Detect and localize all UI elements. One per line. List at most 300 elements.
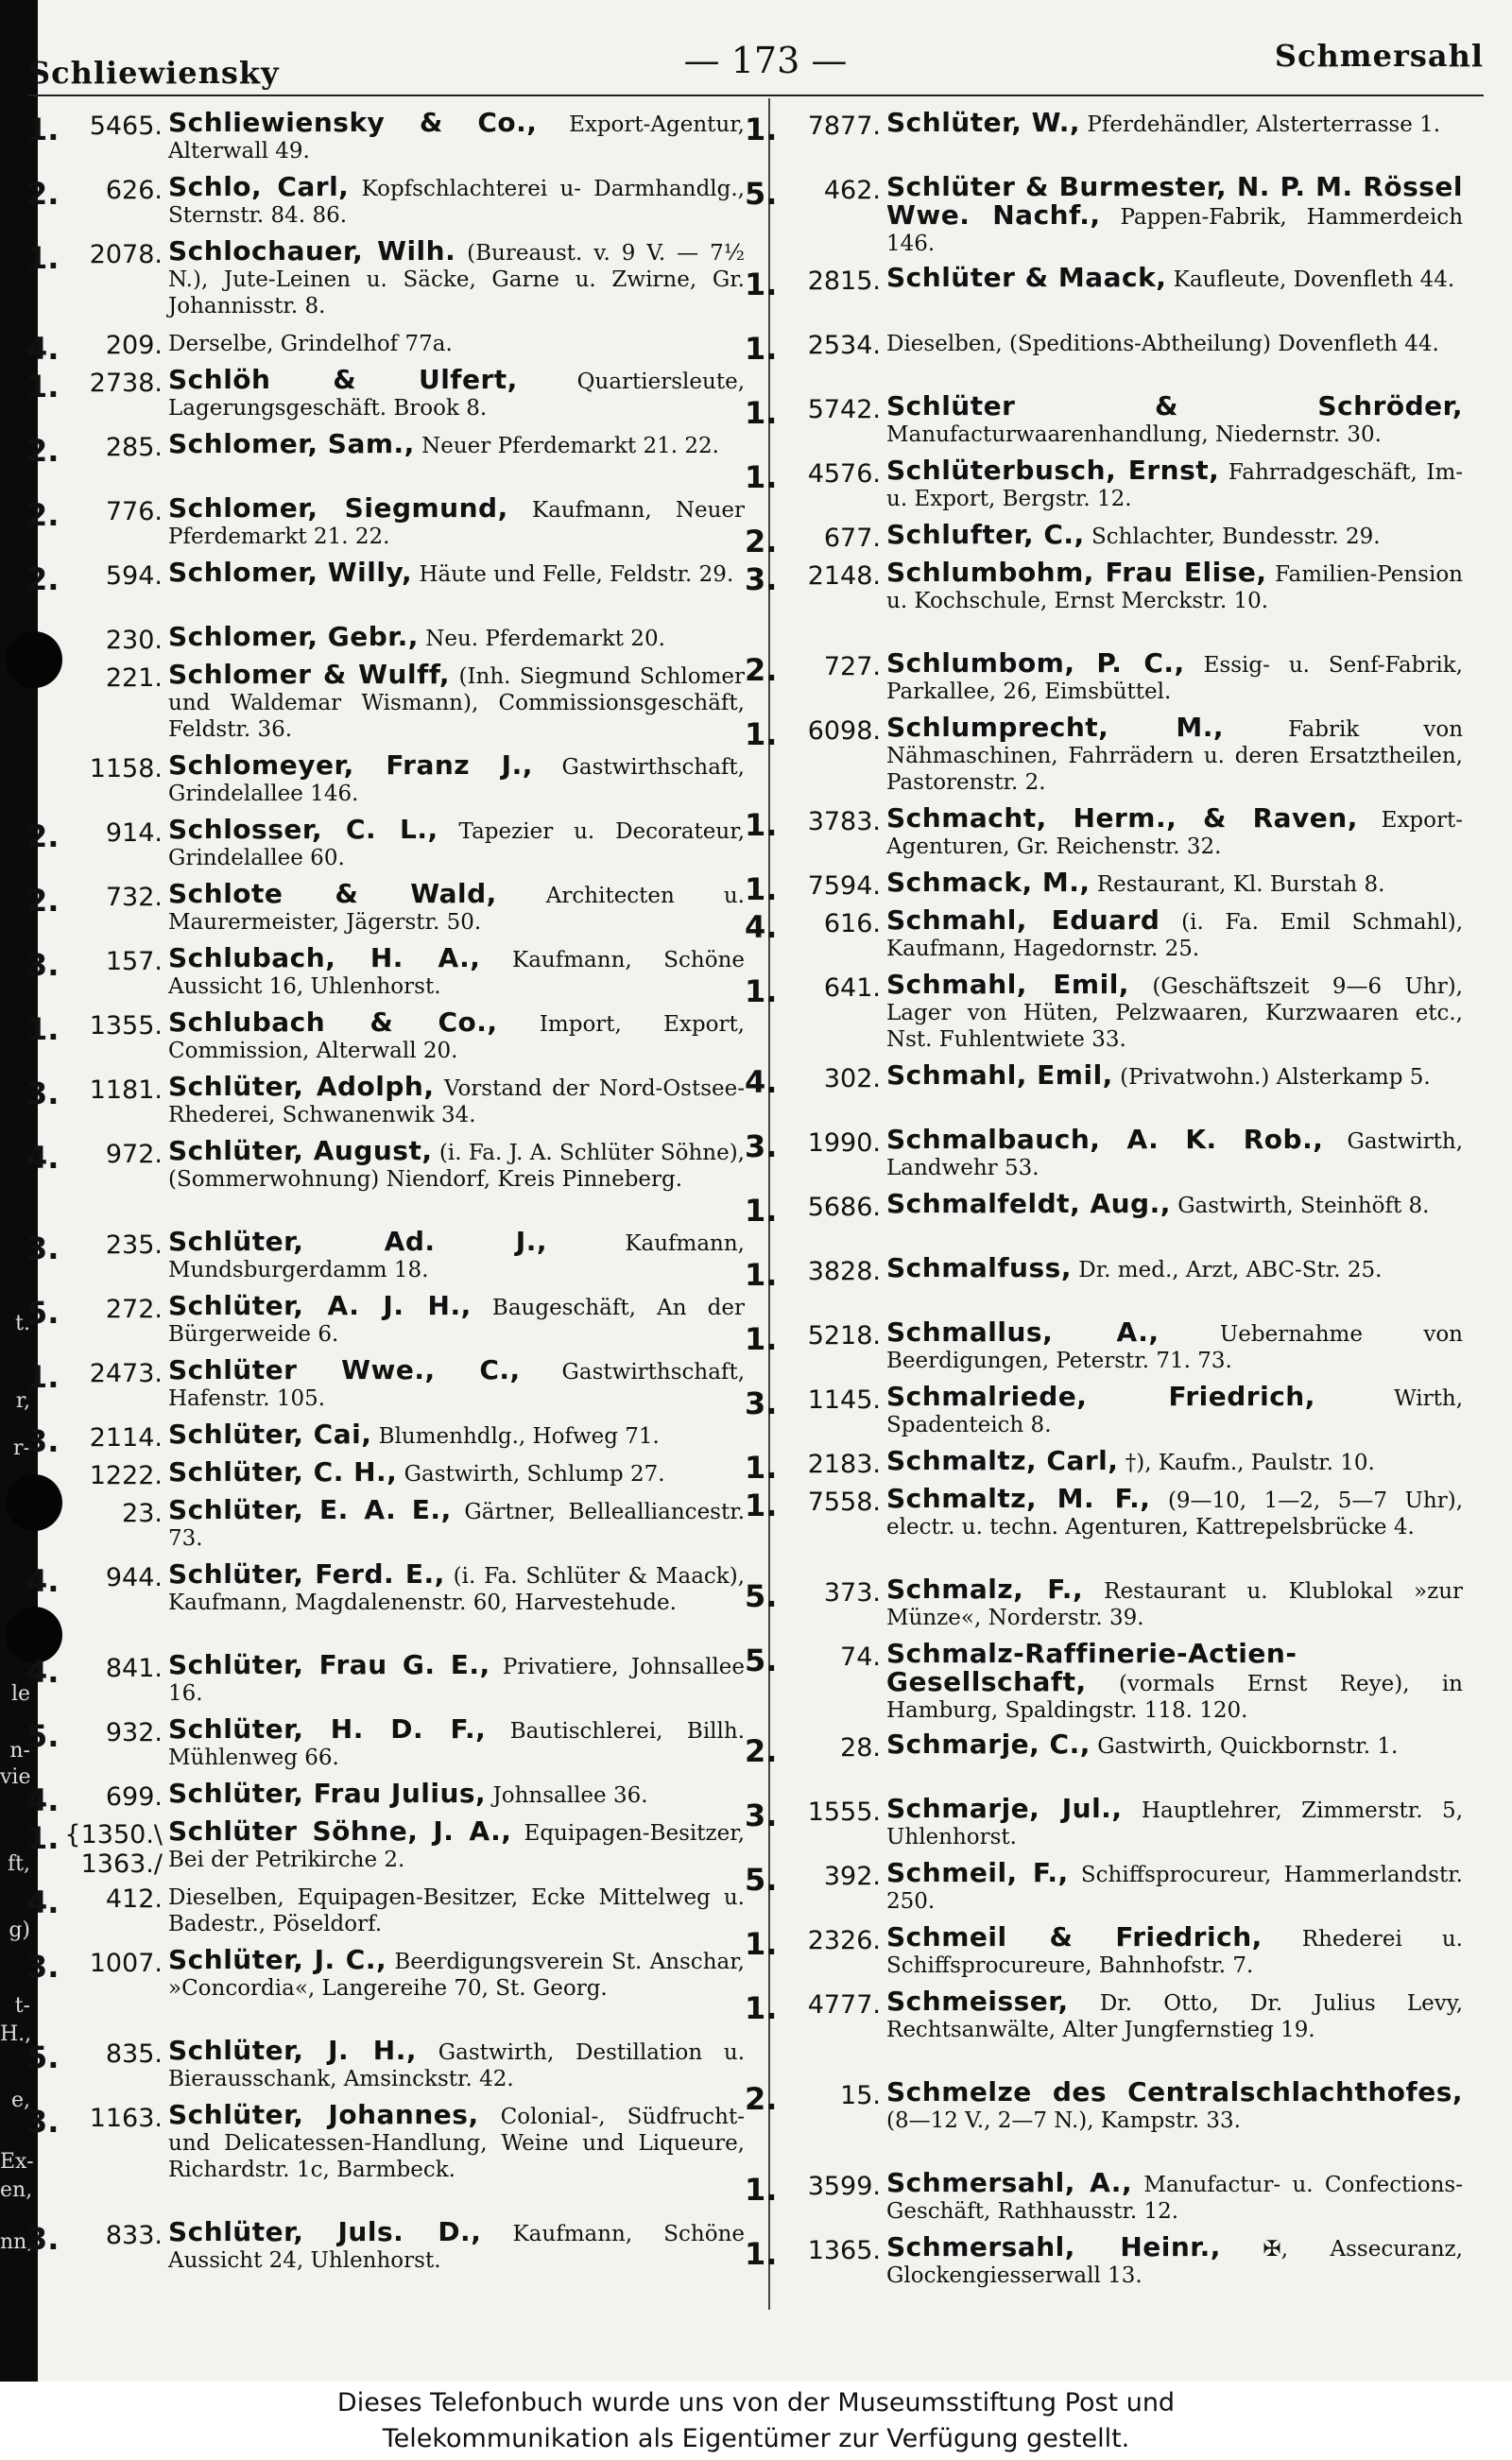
entry-name: Schmaltz, M. F., — [886, 1483, 1151, 1514]
entry-text — [168, 1456, 745, 1488]
directory-entry — [745, 2076, 1463, 2170]
entry-text — [886, 519, 1463, 550]
exchange-area: 5. — [745, 176, 778, 212]
entry-description: Export-Agenturen, Gr. Reichenstr. 32. — [886, 808, 1464, 859]
entry-text — [168, 814, 746, 871]
phone-number: 641. — [823, 973, 881, 1003]
entry-name: Schlüter Söhne, J. A., — [168, 1815, 512, 1847]
exchange-area: 1. — [745, 1926, 778, 1962]
entry-description: Dieselben, Equipagen-Besitzer, Ecke Mittelweg u. Badestr., Pöseldorf. — [168, 1885, 745, 1936]
entry-name: Schlüter, E. A. E., — [168, 1494, 452, 1525]
directory-entry — [26, 1713, 746, 1780]
directory-entry — [745, 519, 1463, 559]
entry-name: Schmaltz, Carl, — [886, 1445, 1119, 1476]
directory-entry — [26, 1135, 745, 1229]
exchange-area: 2. — [26, 818, 60, 854]
phone-number: 2148. — [807, 561, 881, 591]
entry-name: Schlubach, H. A., — [168, 942, 481, 973]
phone-number: 3783. — [807, 807, 881, 836]
entry-name: Schmeil, F., — [886, 1857, 1069, 1888]
entry-name: Schlüter, Johannes, — [168, 2099, 479, 2130]
entry-name: Schmalbauch, A. K. Rob., — [886, 1124, 1324, 1155]
entry-description: Restaurant u. Klublokal »zur Münze«, Norderstr. 39. — [886, 1579, 1463, 1630]
margin-fragment: Ex- — [0, 2150, 34, 2174]
exchange-area: 4. — [26, 1654, 60, 1690]
exchange-area: 1. — [745, 1193, 778, 1229]
directory-entry — [26, 1649, 745, 1716]
phone-number: 7877. — [807, 112, 881, 141]
entry-description: Quartiersleute, Lagerungsgeschäft. Brook 8. — [168, 370, 746, 421]
margin-fragment: ft, — [8, 1852, 30, 1876]
entry-text — [886, 1316, 1463, 1374]
directory-entry — [26, 492, 746, 559]
entry-name: Schlüter, Juls. D., — [168, 2216, 482, 2247]
phone-number: 1990. — [807, 1128, 881, 1158]
entry-description: Fahrradgeschäft, Im- u. Export, Bergstr. 12. — [886, 460, 1464, 511]
directory-entry — [745, 559, 1463, 650]
phone-number: 626. — [105, 176, 163, 205]
exchange-area: 1. — [26, 112, 60, 147]
directory-entry — [26, 171, 745, 238]
entry-name: Schliewiensky & Co., — [168, 107, 538, 138]
phone-number: 1145. — [807, 1385, 881, 1415]
entry-name: Schlüter, A. J. H., — [168, 1290, 472, 1321]
entry-description: Gastwirth, Quickbornstr. 1. — [1097, 1734, 1399, 1759]
directory-entry — [26, 1456, 745, 1497]
margin-fragment: g) — [9, 1918, 30, 1942]
entry-text — [168, 2216, 746, 2274]
header-left-keyword: Schliewiensky — [28, 55, 280, 91]
exchange-area: 3. — [26, 2221, 60, 2257]
entry-name: Schmahl, Emil, — [886, 969, 1129, 1000]
phone-number: 2183. — [807, 1450, 881, 1479]
exchange-area: 1. — [26, 1011, 60, 1047]
margin-fragment: nn, — [0, 2230, 34, 2254]
entry-text — [886, 329, 1463, 357]
entry-name: Schlomer, Siegmund, — [168, 492, 508, 524]
directory-entry — [745, 1124, 1464, 1191]
entry-description: (Geschäftszeit 9—6 Uhr), Lager von Hüten, Pelzwaaren, Kurzwaaren etc., Nst. Fuhlentwiete 33. — [886, 974, 1463, 1052]
entry-text — [168, 107, 745, 164]
phone-number: 2534. — [807, 331, 881, 360]
entry-description: Dieselben, (Speditions-Abtheilung) Dovenfleth 44. — [886, 332, 1439, 356]
entry-description: Wirth, Spadenteich 8. — [886, 1386, 1464, 1437]
phone-number: 2738. — [89, 369, 163, 398]
entry-description: Essig- u. Senf-Fabrik, Parkallee, 26, Eimsbüttel. — [886, 653, 1463, 704]
entry-name: Schlomer, Gebr., — [168, 621, 419, 652]
phone-number: 373. — [823, 1578, 881, 1608]
entry-description: Kaufmann, Mundsburgerdamm 18. — [168, 1231, 745, 1282]
directory-entry — [26, 1944, 745, 2038]
phone-number: 462. — [823, 176, 881, 205]
entry-description: (8—12 V., 2—7 N.), Kampstr. 33. — [886, 2108, 1241, 2133]
entry-name: Schlumbohm, Frau Elise, — [886, 557, 1267, 588]
entry-description: Häute und Felle, Feldstr. 29. — [419, 562, 734, 587]
entry-description: Dr. Otto, Dr. Julius Levy, Rechtsanwälte, Alter Jungfernstieg 19. — [886, 1991, 1464, 2042]
entry-description: Tapezier u. Decorateur, Grindelallee 60. — [168, 819, 746, 870]
entry-description: Equipagen-Besitzer, Bei der Petrikirche 2. — [168, 1821, 746, 1872]
directory-entry — [26, 1494, 745, 1561]
exchange-area: 3. — [745, 1128, 778, 1164]
entry-text — [168, 1780, 745, 1809]
entry-text — [886, 107, 1463, 138]
entry-description: Export-Agentur, Alterwall 49. — [168, 112, 745, 163]
directory-entry — [745, 1483, 1464, 1576]
directory-entry — [26, 1421, 745, 1459]
entry-text — [168, 329, 745, 357]
phone-number: 1222. — [89, 1461, 163, 1490]
directory-entry — [745, 1252, 1463, 1319]
entry-name: Schmalz-Raffinerie-Actien-Gesellschaft, — [886, 1638, 1297, 1697]
entry-text — [886, 714, 1463, 796]
phone-number: 914. — [105, 818, 163, 848]
margin-fragment: t- — [14, 1994, 30, 2018]
phone-number: 1181. — [89, 1075, 163, 1105]
exchange-area: 1. — [745, 1990, 778, 2026]
entry-text — [886, 262, 1463, 293]
entry-description: Restaurant, Kl. Burstah 8. — [1096, 872, 1385, 897]
exchange-area: 3. — [745, 1798, 778, 1833]
entry-name: Schlüter, Ad. J., — [168, 1226, 547, 1257]
entry-name: Schmeil & Friedrich, — [886, 1921, 1263, 1953]
entry-name: Schlüter & Burmester, N. P. M. Rössel Wwe. Nachf., — [886, 171, 1463, 231]
directory-entry — [26, 942, 746, 1009]
entry-description: Privatiere, Johnsallee 16. — [168, 1655, 745, 1706]
entry-description: (Inh. Siegmund Schlomer und Waldemar Wismann), Commissionsgeschäft, Feldstr. 36. — [168, 664, 746, 742]
directory-entry — [745, 1188, 1463, 1255]
entry-name: Schlüter, C. H., — [168, 1456, 398, 1488]
phone-number: 412. — [105, 1884, 163, 1914]
entry-name: Schlüter, Cai, — [168, 1419, 372, 1450]
exchange-area: 1. — [745, 1321, 778, 1357]
directory-entry — [26, 749, 745, 817]
exchange-area: 1. — [745, 2172, 778, 2208]
phone-number: 2815. — [807, 267, 881, 296]
directory-entry — [745, 1988, 1463, 2079]
entry-text — [886, 1381, 1464, 1438]
phone-number: 841. — [105, 1654, 163, 1683]
phone-number: 221. — [105, 663, 163, 693]
exchange-area: 1. — [745, 2236, 778, 2272]
phone-number: 285. — [105, 433, 163, 462]
exchange-area: 1. — [745, 716, 778, 752]
entry-text — [168, 235, 746, 319]
directory-entry — [26, 878, 745, 945]
phone-number: 699. — [105, 1782, 163, 1812]
entry-text — [168, 1354, 746, 1412]
exchange-area: 2. — [745, 2081, 778, 2117]
phone-number: 272. — [105, 1295, 163, 1324]
entry-name: Schlo, Carl, — [168, 171, 350, 202]
phone-number: 677. — [823, 524, 881, 553]
entry-description: Schlachter, Bundesstr. 29. — [1091, 525, 1381, 549]
entry-name: Schmersahl, A., — [886, 2167, 1133, 2198]
right-column — [745, 107, 1464, 2298]
exchange-area: 1. — [745, 112, 778, 147]
exchange-area: 4. — [26, 1884, 60, 1920]
entry-text — [168, 749, 745, 807]
header-rule — [28, 95, 1484, 96]
page-number: — 173 — — [683, 40, 848, 81]
entry-description: Gastwirthschaft, Hafenstr. 105. — [168, 1360, 746, 1411]
entry-description: (vormals Ernst Reye), in Hamburg, Spaldingstr. 118. 120. — [886, 1672, 1463, 1723]
entry-description: (Bureaust. v. 9 V. — 7½ N.), Jute-Leinen u. Säcke, Garne u. Zwirne, Gr. Johannisstr. 8. — [168, 241, 746, 318]
entry-text — [168, 1421, 745, 1450]
footer-line-2: Telekommunikation als Eigentümer zur Verfügung gestellt. — [382, 2424, 1130, 2453]
exchange-area: 4. — [26, 1563, 60, 1599]
entry-name: Schlüter, J. C., — [168, 1944, 387, 1975]
entry-name: Schlomer, Sam., — [168, 428, 415, 459]
entry-description: Pferdehändler, Alsterterrasse 1. — [1087, 112, 1441, 137]
exchange-area: 3. — [26, 1230, 60, 1266]
entry-description: Gärtner, Bellealliancestr. 73. — [168, 1500, 745, 1551]
entry-description: Gastwirth, Steinhöft 8. — [1177, 1194, 1430, 1218]
entry-description: Colonial-, Südfrucht- und Delicatessen-Handlung, Weine und Liqueure, Richardstr. 1c, Barmbeck. — [168, 2105, 745, 2182]
margin-fragment: H., — [0, 2022, 32, 2046]
directory-entry — [26, 559, 745, 624]
entry-text — [886, 390, 1463, 448]
entry-description: Architecten u. Maurermeister, Jägerstr. 50. — [168, 884, 745, 935]
exchange-area: 1. — [745, 331, 778, 367]
entry-text — [886, 969, 1463, 1053]
directory-entry — [26, 2035, 746, 2102]
entry-text — [168, 2099, 745, 2183]
exchange-area: 1. — [745, 807, 778, 843]
directory-entry — [26, 235, 746, 329]
phone-number: 835. — [105, 2039, 163, 2069]
entry-text — [886, 2167, 1463, 2225]
entry-name: Schmeisser, — [886, 1986, 1069, 2017]
entry-text — [886, 1857, 1463, 1915]
exchange-area: 1. — [745, 1450, 778, 1486]
entry-text — [168, 2035, 746, 2092]
entry-name: Schlomeyer, Franz J., — [168, 749, 533, 781]
exchange-area: 4. — [745, 1064, 778, 1100]
phone-number: 616. — [823, 909, 881, 938]
phone-number: 5218. — [807, 1321, 881, 1350]
entry-description: Manufacturwaarenhandlung, Niedernstr. 30. — [886, 422, 1382, 447]
phone-number: 932. — [105, 1718, 163, 1747]
phone-number: 28. — [840, 1733, 881, 1763]
directory-entry — [745, 1793, 1464, 1860]
directory-entry — [745, 714, 1463, 805]
entry-text — [886, 1252, 1463, 1283]
margin-fragment: vie — [0, 1765, 31, 1789]
exchange-area: 5. — [26, 1718, 60, 1754]
exchange-area: 5. — [745, 1643, 778, 1678]
entry-text — [886, 559, 1463, 614]
directory-entry — [26, 1780, 745, 1818]
entry-text — [886, 1059, 1463, 1091]
exchange-area: 1. — [745, 267, 778, 302]
directory-entry — [26, 2099, 745, 2219]
margin-fragment: en, — [0, 2178, 33, 2202]
phone-number: 209. — [105, 331, 163, 360]
entry-text — [886, 802, 1464, 860]
entry-text — [168, 1494, 745, 1552]
directory-entry — [26, 1815, 746, 1883]
phone-number: 2473. — [89, 1359, 163, 1388]
directory-entry — [745, 802, 1464, 869]
entry-text — [168, 1815, 746, 1873]
exchange-area: 4. — [26, 331, 60, 367]
entry-name: Schlüter, Ferd. E., — [168, 1558, 445, 1590]
directory-entry — [745, 1731, 1463, 1796]
entry-name: Schmallus, A., — [886, 1316, 1160, 1348]
entry-text — [168, 659, 746, 743]
entry-name: Schmack, M., — [886, 867, 1091, 898]
exchange-area: 5. — [26, 2039, 60, 2075]
entry-name: Schmarje, C., — [886, 1729, 1091, 1760]
entry-description: Kaufmann, Neuer Pferdemarkt 21. 22. — [168, 498, 746, 549]
entry-name: Schlüter & Maack, — [886, 262, 1167, 293]
entry-name: Schlüter, Adolph, — [168, 1071, 435, 1102]
entry-name: Schlüter, W., — [886, 107, 1081, 138]
exchange-area: 2. — [745, 652, 778, 688]
phone-number: 15. — [840, 2081, 881, 2110]
exchange-area: 1. — [745, 871, 778, 907]
entry-name: Schlüterbusch, Ernst, — [886, 455, 1220, 486]
entry-description: (Privatwohn.) Alsterkamp 5. — [1120, 1065, 1431, 1090]
entry-description: Kaufmann, Schöne Aussicht 24, Uhlenhorst. — [168, 2222, 746, 2273]
exchange-area: 2. — [745, 1733, 778, 1769]
directory-entry — [26, 1071, 746, 1138]
entry-text — [886, 171, 1464, 257]
directory-entry — [745, 1381, 1464, 1448]
phone-number: 7594. — [807, 871, 881, 901]
entry-name: Schlüter, H. D. F., — [168, 1713, 487, 1745]
entry-description: Kaufmann, Schöne Aussicht 16, Uhlenhorst. — [168, 948, 746, 999]
directory-entry — [745, 1316, 1463, 1384]
phone-number: 235. — [105, 1230, 163, 1260]
phone-number: 2078. — [89, 240, 163, 269]
entry-description: Vorstand der Nord-Ostsee-Rhederei, Schwanenwik 34. — [168, 1076, 746, 1127]
directory-entry — [26, 814, 746, 881]
entry-name: Schlufter, C., — [886, 519, 1085, 550]
entry-text — [168, 1713, 746, 1771]
exchange-area: 1. — [745, 973, 778, 1009]
entry-description: Johnsallee 36. — [492, 1783, 648, 1808]
entry-name: Schlochauer, Wilh. — [168, 235, 456, 267]
entry-description: Derselbe, Grindelhof 77a. — [168, 332, 453, 356]
directory-entry — [745, 1857, 1463, 1924]
entry-text — [168, 1883, 745, 1937]
entry-description: Familien-Pension u. Kochschule, Ernst Merckstr. 10. — [886, 562, 1463, 613]
entry-description: (i. Fa. J. A. Schlüter Söhne), (Sommerwohnung) Niendorf, Kreis Pinneberg. — [168, 1141, 745, 1192]
entry-name: Schlumprecht, M., — [886, 712, 1224, 743]
entry-text — [886, 869, 1463, 898]
directory-entry — [26, 364, 746, 431]
directory-entry — [26, 1006, 745, 1074]
entry-description: Uebernahme von Beerdigungen, Peterstr. 71. 73. — [886, 1322, 1463, 1373]
margin-fragment: r, — [15, 1389, 30, 1413]
entry-text — [886, 1124, 1464, 1181]
margin-fragment: n- — [9, 1739, 30, 1763]
entry-text — [168, 492, 746, 550]
exchange-area: 1. — [745, 1257, 778, 1293]
directory-entry — [745, 107, 1463, 174]
entry-description: (i. Fa. Emil Schmahl), Kaufmann, Hagedornstr. 25. — [886, 910, 1463, 961]
entry-text — [168, 559, 745, 588]
entry-text — [168, 364, 746, 421]
entry-text — [168, 942, 746, 1000]
entry-name: Schmalfeldt, Aug., — [886, 1188, 1171, 1219]
phone-number: 2326. — [807, 1926, 881, 1955]
entry-text — [886, 1638, 1463, 1724]
entry-description: Pappen-Fabrik, Hammerdeich 146. — [886, 205, 1464, 256]
entry-text — [168, 621, 745, 652]
entry-text — [168, 171, 745, 229]
phone-number: 392. — [823, 1862, 881, 1891]
entry-name: Schlüter, August, — [168, 1135, 433, 1166]
exchange-area: 3. — [26, 1075, 60, 1111]
exchange-area: 2. — [26, 176, 60, 212]
entry-name: Schmalz, F., — [886, 1574, 1084, 1605]
entry-description: Bautischlerei, Billh. Mühlenweg 66. — [168, 1719, 746, 1770]
entry-text — [168, 1071, 746, 1128]
directory-entry — [745, 1921, 1463, 1988]
entry-description: Neu. Pferdemarkt 20. — [425, 627, 665, 651]
entry-name: Schmalfuss, — [886, 1252, 1072, 1283]
entry-description: Schiffsprocureur, Hammerlandstr. 250. — [886, 1863, 1463, 1914]
directory-entry — [26, 621, 745, 662]
entry-name: Schmahl, Eduard — [886, 904, 1160, 936]
phone-number: 2114. — [89, 1423, 163, 1453]
phone-number: 5686. — [807, 1193, 881, 1222]
left-column — [26, 107, 746, 2283]
exchange-area: 5. — [745, 1578, 778, 1614]
exchange-area: 4. — [745, 909, 778, 945]
phone-number: 1158. — [89, 754, 163, 783]
directory-entry — [26, 107, 745, 174]
directory-entry — [745, 329, 1463, 393]
directory-entry — [745, 1059, 1463, 1127]
phone-number: 732. — [105, 883, 163, 912]
entry-text — [168, 1290, 746, 1348]
footer-line-1: Dieses Telefonbuch wurde uns von der Museumsstiftung Post und — [336, 2388, 1176, 2417]
entry-description: Gastwirth, Schlump 27. — [404, 1462, 665, 1487]
entry-text — [886, 457, 1463, 512]
entry-name: Schlöh & Ulfert, — [168, 364, 518, 395]
entry-text — [886, 647, 1463, 705]
entry-text — [168, 1135, 745, 1193]
entry-description: Baugeschäft, An der Bürgerweide 6. — [168, 1296, 746, 1347]
phone-number: 727. — [823, 652, 881, 681]
exchange-area: 4. — [26, 1140, 60, 1176]
exchange-area: 5. — [745, 1862, 778, 1898]
phone-number: 23. — [122, 1499, 163, 1528]
directory-entry — [745, 171, 1464, 265]
entry-text — [168, 1558, 746, 1616]
entry-name: Schmarje, Jul., — [886, 1793, 1123, 1824]
entry-text — [168, 878, 745, 936]
phone-number: 1365. — [807, 2236, 881, 2265]
exchange-area: 3. — [26, 947, 60, 983]
entry-description: Gastwirth, Landwehr 53. — [886, 1129, 1464, 1180]
directory-entry — [745, 457, 1463, 522]
phone-number: 74. — [840, 1643, 881, 1672]
entry-description: Blumenhdlg., Hofweg 71. — [378, 1424, 660, 1449]
entry-description: (i. Fa. Schlüter & Maack), Kaufmann, Magdalenenstr. 60, Harvestehude. — [168, 1564, 746, 1615]
margin-fragment: e, — [10, 2089, 30, 2112]
exchange-area: 3. — [26, 1423, 60, 1459]
entry-name: Schlosser, C. L., — [168, 814, 438, 845]
entry-description: Rhederei u. Schiffsprocureure, Bahnhofstr. 7. — [886, 1927, 1463, 1978]
phone-number: 6098. — [807, 716, 881, 746]
entry-description: Import, Export, Commission, Alterwall 20. — [168, 1012, 745, 1063]
phone-number: 972. — [105, 1140, 163, 1169]
entry-text — [168, 1944, 745, 2002]
